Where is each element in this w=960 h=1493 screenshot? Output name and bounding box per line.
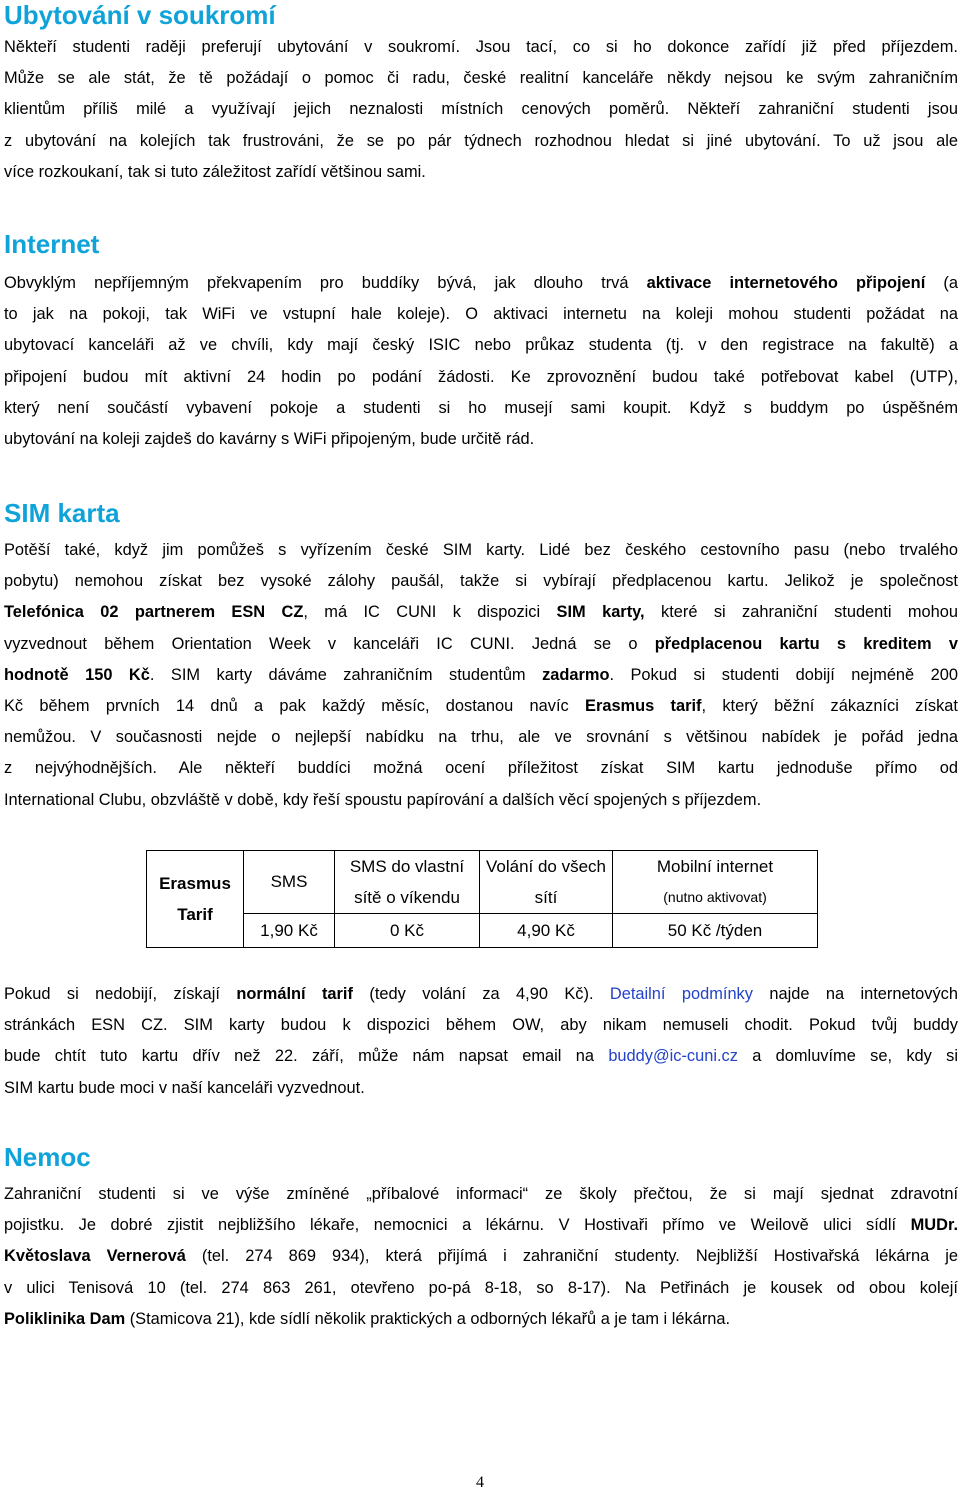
text-run: a domluvíme se, kdy si xyxy=(737,1047,958,1066)
text-run: Pokud si nedobijí, získají xyxy=(4,985,237,1003)
heading-nemoc: Nemoc xyxy=(4,1142,91,1172)
cell-text: Mobilní internet xyxy=(656,857,774,876)
text-run: které si zahraniční studenti mohou xyxy=(644,603,958,622)
value-mobile-internet xyxy=(613,914,818,948)
cell-text: Volání do všech xyxy=(485,857,607,876)
text-run: Obvyklým nepříjemným překvapením pro buddíky bývá, jak dlouho trvá xyxy=(4,274,647,292)
text-line: nemůžou. V současnosti nejde o nejlepší nabídku na trhu, ale ve srovnání s většinou nabídek je pořád jedna xyxy=(4,728,958,747)
heading-ubytovani: Ubytování v soukromí xyxy=(4,0,276,30)
value-calls xyxy=(480,914,613,948)
text-line: Potěší také, když jim pomůžeš s vyřízením české SIM karty. Lidé bez českého cestovního pasu (nebo trvalého xyxy=(4,541,958,559)
text-line: ubytování na koleji zajdeš do kavárny s WiFi připojeným, bude určitě rád. xyxy=(4,430,535,449)
cell-text: sítě o víkendu xyxy=(354,888,460,907)
bold-text: aktivace internetového připojení xyxy=(646,274,926,292)
value-sms-weekend xyxy=(335,914,480,948)
text-line xyxy=(4,1241,958,1272)
text-run: Kč během prvních 14 dnů a pak každý měsíc, dostanou navíc xyxy=(4,697,586,716)
text-line xyxy=(4,979,958,1010)
paragraph-nemoc xyxy=(4,1179,958,1335)
paragraph-after-table xyxy=(4,979,958,1104)
cell-text: SMS do vlastní xyxy=(349,857,465,876)
heading-internet: Internet xyxy=(4,229,100,259)
bold-text: Poliklinika Dam xyxy=(4,1309,126,1328)
cell-text: sítí xyxy=(534,888,558,907)
text-run: bude chtít tuto kartu dřív než 22. září, může nám napsat email na xyxy=(4,1047,609,1066)
text-run: pojistku. Je dobré zjistit nejbližšího lékaře, nemocnici a lékárnu. V Hostivaři přímo ve Weilově ulici sídlí xyxy=(4,1216,911,1235)
text-run: . Pokud si studenti dobijí nejméně 200 xyxy=(609,665,958,684)
bold-text: předplacenou kartu s kreditem v xyxy=(654,634,958,653)
text-line: připojení budou mít aktivní 24 hodin po podání žádosti. Ke zprovoznění budou také potřebovat kabel (UTP), xyxy=(4,367,958,386)
text-line: který není součástí vybavení pokoje a studenti si ho musejí sami koupit. Když s buddym po úspěšném xyxy=(4,398,958,417)
bold-text: Květoslava Vernerová xyxy=(4,1247,186,1266)
text-line: stránkách ESN CZ. SIM karty budou k dispozici během OW, aby nikam nemuseli chodit. Pokud tvůj buddy xyxy=(4,1016,958,1035)
bold-text: MUDr. xyxy=(910,1216,958,1235)
paragraph-internet xyxy=(4,268,958,455)
text-line xyxy=(4,629,958,660)
bold-text: Erasmus tarif xyxy=(585,697,702,716)
col-header-mobile-internet xyxy=(613,851,818,914)
text-line xyxy=(4,660,958,691)
paragraph-sim xyxy=(4,535,958,816)
bold-text: SIM karty, xyxy=(556,603,645,622)
bold-text: zadarmo xyxy=(542,665,610,684)
text-line xyxy=(4,1210,958,1241)
text-line: SIM kartu bude moci v naší kanceláři vyzvednout. xyxy=(4,1078,365,1097)
text-line xyxy=(4,597,958,628)
text-line xyxy=(4,691,958,722)
text-line: pobytu) nemohou získat bez vysoké zálohy paušál, takže si vybírají předplacenou kartu. Jelikož je společnost xyxy=(4,572,958,591)
text-line: z ubytování na kolejích tak frustrováni, že se po pár týdnech rozhodnou hledat si jiné ubytování. To už jsou ale xyxy=(4,131,958,150)
heading-sim-karta: SIM karta xyxy=(4,498,120,528)
col-header-calls xyxy=(480,851,613,914)
text-line: v ulici Tenisová 10 (tel. 274 863 261, otevřeno po-pá 8-18, so 8-17). Na Petřinách je kousek od obou kolejí xyxy=(4,1278,958,1297)
text-line: Může se ale stát, že tě požádají o pomoc či radu, české realitní kanceláře někdy nejsou ke svým zahraničním xyxy=(4,69,958,88)
text-line: International Clubu, obzvláště v době, kdy řeší spoustu papírování a dalších věcí spojených s příjezdem. xyxy=(4,790,762,809)
text-run: . SIM karty dáváme zahraničním studentům xyxy=(149,665,543,684)
text-run: (tel. 274 869 934), která přijímá i zahraniční studenty. Nejbližší Hostivařská lékárna je xyxy=(185,1247,958,1266)
page-number: 4 xyxy=(476,1474,484,1491)
value-sms xyxy=(244,914,335,948)
row-header-erasmus-tarif xyxy=(147,851,244,948)
text-line: z nejvýhodnějších. Ale někteří buddíci možná ocení příležitost získat SIM kartu jednoduše přímo od xyxy=(4,759,958,778)
text-run: , který běžní zákazníci získat xyxy=(701,697,958,716)
text-line xyxy=(4,1041,958,1072)
text-run: (a xyxy=(925,274,958,292)
email-link[interactable]: buddy@ic-cuni.cz xyxy=(608,1047,738,1066)
text-run: , má IC CUNI k dispozici xyxy=(303,603,557,622)
cell-text: 4,90 Kč xyxy=(517,920,575,940)
text-line xyxy=(4,1304,958,1335)
text-run: najde na internetových xyxy=(752,985,958,1003)
cell-text: 50 Kč /týden xyxy=(667,920,763,940)
text-line: klientům příliš milé a využívají jejich neznalosti místních cenových poměrů. Někteří zahraniční studenti jsou xyxy=(4,100,958,119)
text-line: ubytovací kanceláři až ve chvíli, kdy mají český ISIC nebo průkaz studenta (tj. v den registrace na fakultě) a xyxy=(4,336,958,355)
col-header-sms xyxy=(244,851,335,914)
col-header-sms-weekend xyxy=(335,851,480,914)
paragraph-ubytovani xyxy=(4,32,958,188)
text-run: (tedy volání za 4,90 Kč). xyxy=(352,985,610,1003)
bold-text: Telefónica 02 partnerem ESN CZ xyxy=(4,603,304,622)
text-line: to jak na pokoji, tak WiFi ve vstupní hale koleje). O aktivaci internetu na koleji mohou studenti požádat na xyxy=(4,305,958,324)
text-line: Někteří studenti raději preferují ubytování v soukromí. Jsou tací, co si ho dokonce zařídí již před příjezdem. xyxy=(4,38,958,56)
text-line xyxy=(4,268,958,299)
text-line: Zahraniční studenti si ve výše zmíněné „příbalové informaci“ ze školy přečtou, že si mají sjednat zdravotní xyxy=(4,1185,958,1203)
text-run: (Stamicova 21), kde sídlí několik praktických a odborných lékařů a je tam i lékárna. xyxy=(125,1309,731,1328)
cell-text: SMS xyxy=(270,872,308,891)
cell-text: 0 Kč xyxy=(389,920,425,940)
bold-text: hodnotě 150 Kč xyxy=(4,665,150,684)
text-run: vyzvednout během Orientation Week v kanceláři IC CUNI. Jedná se o xyxy=(4,634,655,653)
cell-text: 1,90 Kč xyxy=(260,920,318,940)
text-line: více rozkoukaní, tak si tuto záležitost zařídí většinou sami. xyxy=(4,162,426,181)
bold-text: normální tarif xyxy=(236,985,353,1003)
cell-text: (nutno aktivovat) xyxy=(663,889,767,905)
cell-text: Tarif xyxy=(177,905,213,924)
tariff-table xyxy=(146,850,818,948)
detailni-podminky-link[interactable]: Detailní podmínky xyxy=(609,985,753,1003)
cell-text: Erasmus xyxy=(159,874,231,893)
